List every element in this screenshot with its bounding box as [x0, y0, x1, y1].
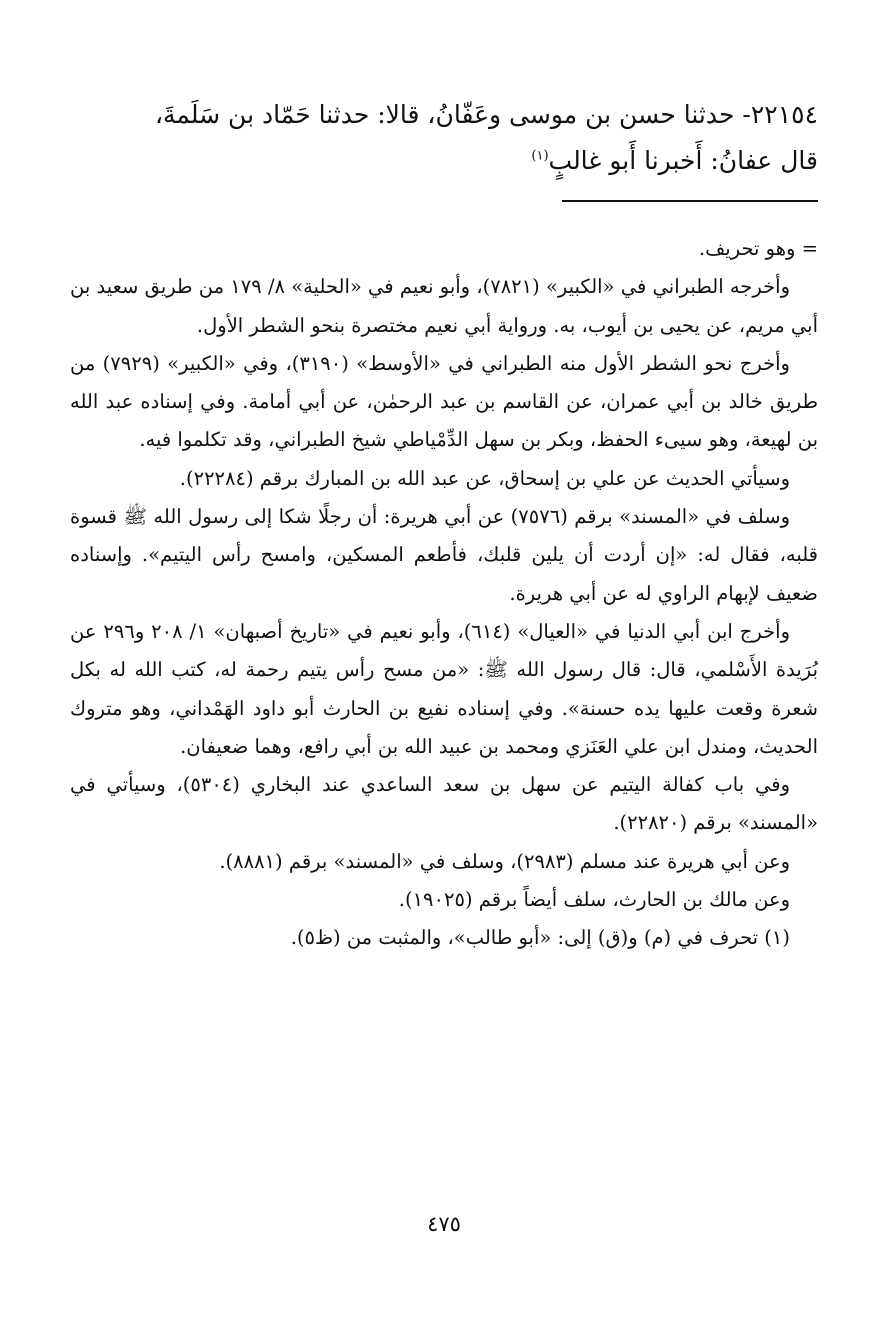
footnote-paragraph: وعن مالك بن الحارث، سلف أيضاً برقم (١٩٠٢٥). — [398, 888, 790, 912]
footnotes-section — [70, 230, 818, 958]
hadith-line-2-text: قال عفانُ: أَخبرنا أَبو غالبٍ — [548, 146, 818, 175]
footnote-paragraph: = وهو تحريف. — [698, 237, 818, 260]
footnote-paragraph: وفي باب كفالة اليتيم عن سهل بن سعد الساعدي عند البخاري (٥٣٠٤)، وسيأتي في «المسند» برقم (٢٢٨٢٠). — [70, 773, 818, 835]
footnote-paragraph: وأخرجه الطبراني في «الكبير» (٧٨٢١)، وأبو نعيم في «الحلية» ٨/ ١٧٩ من طريق سعيد بن أبي مريم، عن يحيى بن أيوب، به. ورواية أبي نعيم مختصرة بنحو الشطر الأول. — [70, 275, 818, 337]
footnote-marker: (١) — [531, 148, 549, 164]
footnote-paragraph: (١) تحرف في (م) و(ق) إلى: «أبو طالب»، والمثبت من (ظ٥). — [290, 926, 790, 950]
footnote-paragraph: وأخرج نحو الشطر الأول منه الطبراني في «الأوسط» (٣١٩٠)، وفي «الكبير» (٧٩٢٩) من طريق خالد بن أبي عمران، عن القاسم بن عبد الرحمٰن، عن أبي أمامة. وفي إسناده عبد الله بن لهيعة، وهو سيىء الحفظ، وبكر بن سهل الدِّمْياطي شيخ الطبراني، وقد تكلموا فيه. — [70, 351, 818, 452]
footnote-paragraph: وأخرج ابن أبي الدنيا في «العيال» (٦١٤)، وأبو نعيم في «تاريخ أصبهان» ١/ ٢٠٨ و٢٩٦ عن بُرَيدة الأَسْلمي، قال: قال رسول الله ﷺ: «من مسح رأس يتيم رحمة له، كتب الله له بكل شعرة وقعت عليها يده حسنة». وفي إسناده نفيع بن الحارث أبو داود الهَمْداني، وهو متروك الحديث، ومندل ابن علي العَنَزي ومحمد بن عبيد الله بن أبي رافع، وهما ضعيفان. — [70, 619, 818, 758]
page-number: ٤٧٥ — [427, 1212, 461, 1236]
footnote-paragraph: وسلف في «المسند» برقم (٧٥٧٦) عن أبي هريرة: أن رجلًا شكا إلى رسول الله ﷺ قسوة قلبه، فقال له: «إن أردت أن يلين قلبك، فأطعم المسكين، وامسح رأس اليتيم». وإسناده ضعيف لإبهام الراوي له عن أبي هريرة. — [70, 505, 818, 605]
footnote-separator — [562, 200, 818, 202]
hadith-text — [70, 92, 818, 184]
hadith-line-2 — [70, 138, 818, 184]
hadith-line-1: ٢٢١٥٤- حدثنا حسن بن موسى وعَفّانُ، قالا: حدثنا حَمّاد بن سَلَمةَ، — [154, 100, 818, 129]
footnote-paragraph: وسيأتي الحديث عن علي بن إسحاق، عن عبد الله بن المبارك برقم (٢٢٢٨٤). — [179, 466, 790, 490]
book-page — [70, 0, 818, 1333]
footnote-paragraph: وعن أبي هريرة عند مسلم (٢٩٨٣)، وسلف في «المسند» برقم (٨٨٨١). — [219, 849, 790, 873]
